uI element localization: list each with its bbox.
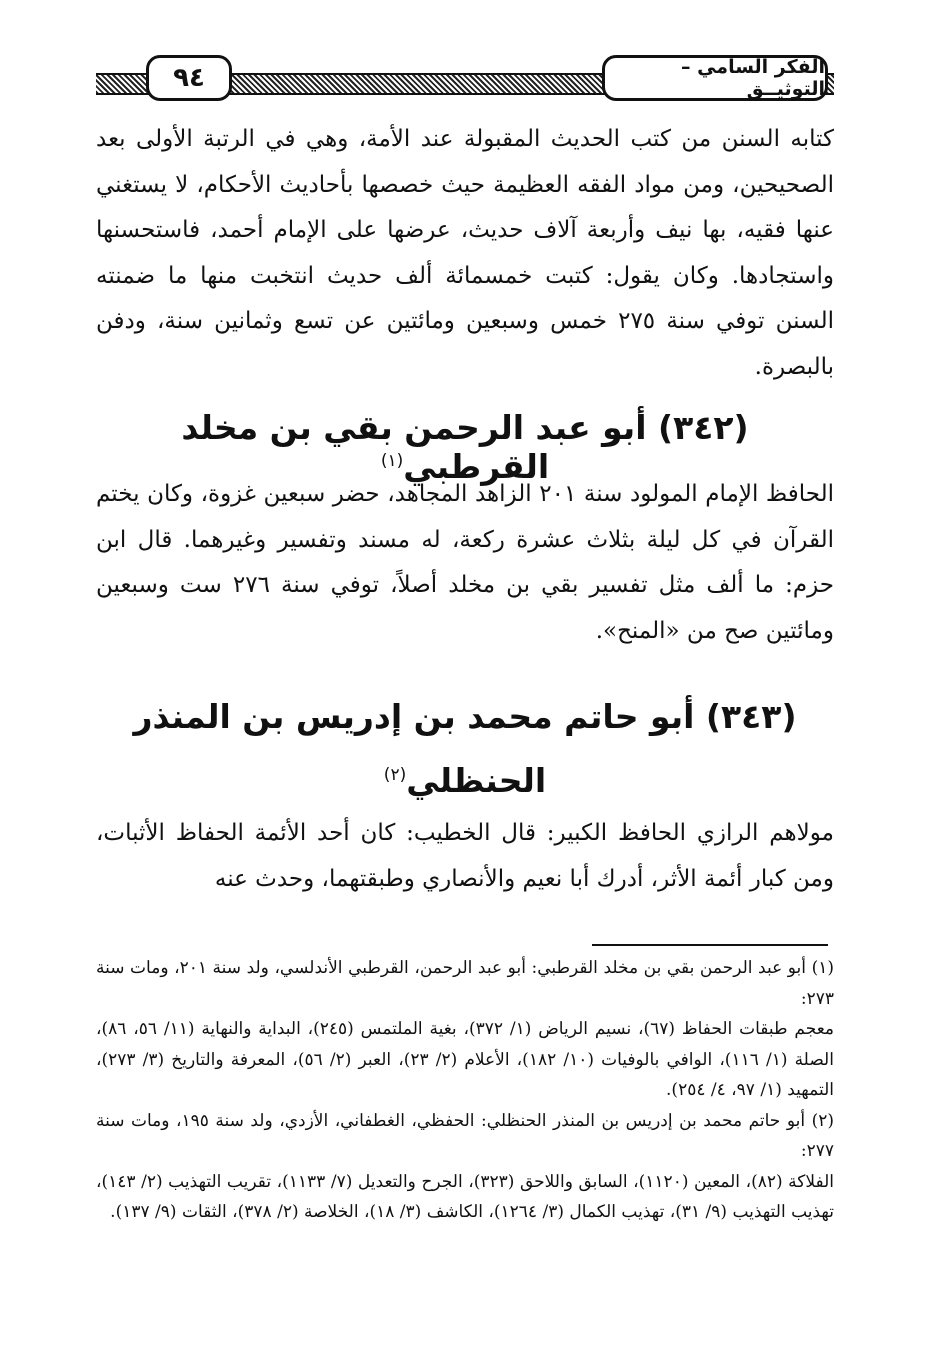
paragraph-2: الحافظ الإمام المولود سنة ٢٠١ الزاهد المجاهد، حضر سبعين غزوة، وكان يختم القرآن في كل ليلة بثلاث عشرة ركعة، له مسند وتفسير وغيرهما. قال ابن حزم: ما ألف مثل تفسير بقي بن مخلد أصلاً، توفي سنة ٢٧٦ ست وسبعين ومائتين صح من «المنح». bbox=[96, 481, 834, 644]
footnote-separator bbox=[592, 944, 828, 946]
heading-entry-343-line-2 bbox=[96, 746, 834, 810]
paragraph-3: مولاهم الرازي الحافظ الكبير: قال الخطيب: كان أحد الأئمة الحفاظ الأثبات، ومن كبار أئمة الأثر، أدرك أبا نعيم والأنصاري وطبقتهما، وحدث عنه bbox=[96, 820, 834, 892]
footnote-1: (١) أبو عبد الرحمن بقي بن مخلد القرطبي: أبو عبد الرحمن، القرطبي الأندلسي، ولد سنة ٢٠١، ومات سنة ٢٧٣: bbox=[96, 958, 834, 1009]
page-number: ٩٤ bbox=[173, 63, 205, 93]
page-number-box bbox=[146, 55, 232, 101]
heading-entry-343-line-2-text: الحنظلي bbox=[406, 761, 547, 800]
paragraph-1: كتابه السنن من كتب الحديث المقبولة عند الأمة، وهي في الرتبة الأولى بعد الصحيحين، ومن مواد الفقه العظيمة حيث خصصها بأحاديث الأحكام، لا يستغني عنها فقيه، بها نيف وأربعة آلاف حديث، عرضها على الإمام أحمد، فاستحسنها واستجادها. وكان يقول: كتبت خمسمائة ألف حديث انتخبت منها ما ضمنته السنن توفي سنة ٢٧٥ خمس وسبعين ومائتين عن تسع وثمانين سنة، ودفن بالبصرة. bbox=[96, 126, 835, 380]
footnote-ref-1[interactable]: (١) bbox=[380, 451, 404, 471]
heading-entry-343 bbox=[96, 688, 834, 810]
footnote-1-sources: معجم طبقات الحفاظ (٦٧)، نسيم الرياض (١/ ٣٧٢)، بغية الملتمس (٢٤٥)، البداية والنهاية (١١/ ٥٦، ٨٦)، الصلة (١/ ١١٦)، الوافي بالوفيات (١٠/ ١٨٢)، الأعلام (٢/ ٢٣)، العبر (٢/ ٥٦)، المعرفة والتاريخ (٣/ ٢٧٣)، التمهيد (١/ ٩٧، ٤/ ٢٥٤). bbox=[96, 1019, 835, 1100]
footnotes bbox=[96, 953, 834, 1228]
footnote-2: (٢) أبو حاتم محمد بن إدريس بن المنذر الحنظلي: الحفظي، الغطفاني، الأزدي، ولد سنة ١٩٥، ومات سنة ٢٧٧: bbox=[96, 1110, 834, 1161]
running-title-box bbox=[602, 55, 828, 101]
footnote-ref-2[interactable]: (٢) bbox=[383, 765, 407, 785]
running-title: الفكر السامي – التوثيــق bbox=[680, 56, 825, 100]
heading-entry-343-line-1: (٣٤٣) أبو حاتم محمد بن إدريس بن المنذر bbox=[133, 697, 797, 736]
heading-entry-342-text: (٣٤٢) أبو عبد الرحمن بقي بن مخلد القرطبي bbox=[181, 408, 749, 486]
page-header bbox=[96, 52, 834, 102]
footnote-2-sources: الفلاكة (٨٢)، المعين (١١٢٠)، السابق واللاحق (٣٢٣)، الجرح والتعديل (٧/ ١١٣٣)، تقريب التهذيب (٢/ ١٤٣)، تهذيب التهذيب (٩/ ٣١)، تهذيب الكمال (٣/ ١٢٦٤)، الكاشف (٣/ ١٨)، الخلاصة (٢/ ٣٧٨)، الثقات (٩/ ١٣٧). bbox=[96, 1171, 835, 1222]
